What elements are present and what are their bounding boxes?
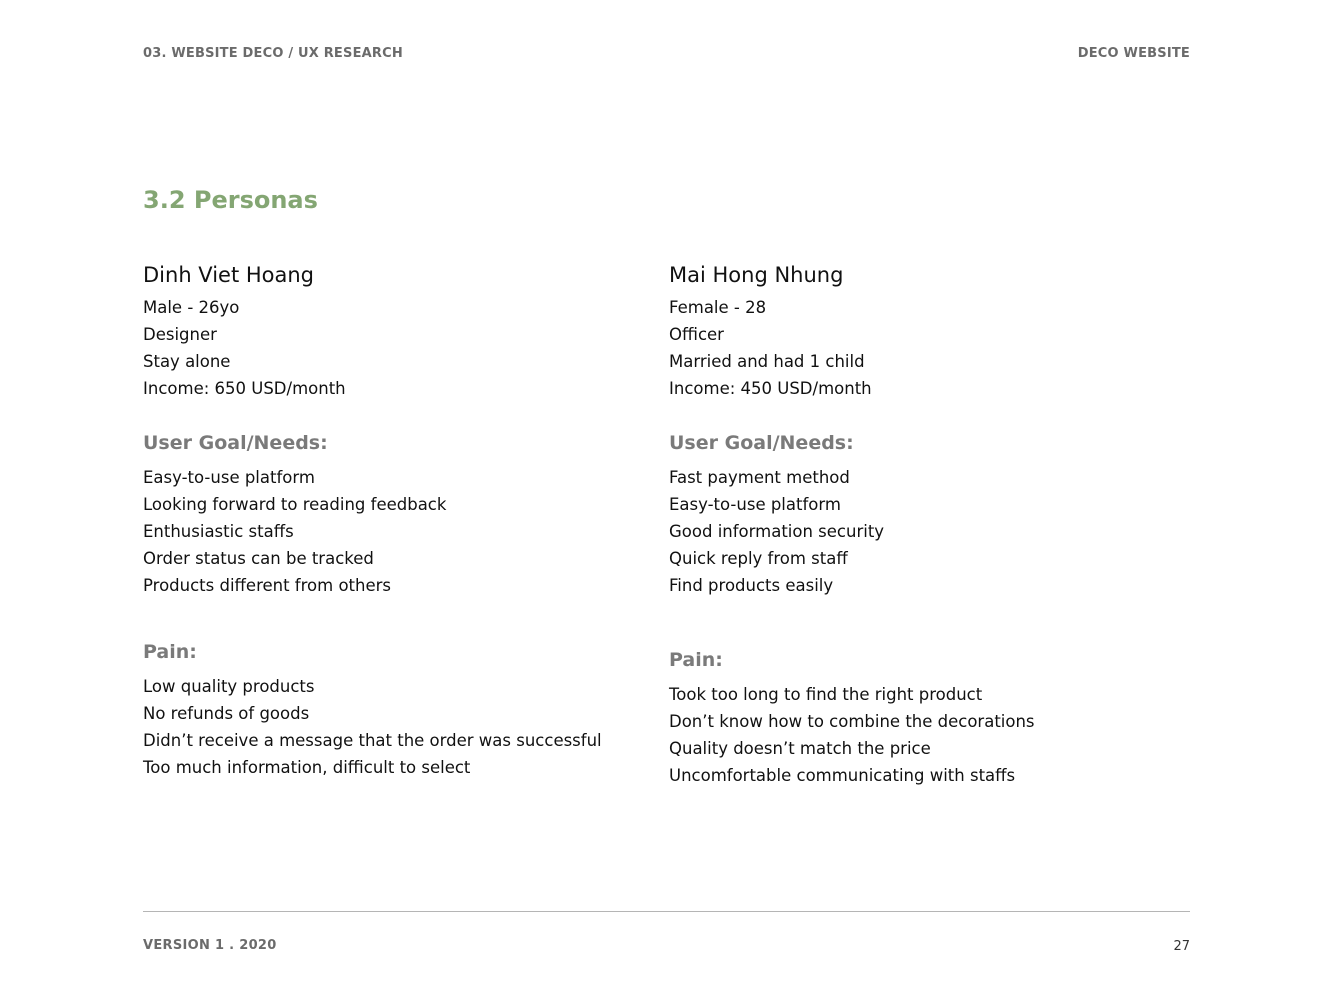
persona-detail: Stay alone [143,352,231,371]
goal-item: Products different from others [143,576,392,595]
persona-name: Mai Hong Nhung [669,263,844,287]
goal-item: Find products easily [669,576,834,595]
goal-item: Easy-to-use platform [669,495,841,514]
goal-item: Quick reply from staff [669,549,848,568]
page-number: 27 [1173,939,1190,954]
goals-block [143,428,446,599]
persona-name: Dinh Viet Hoang [143,263,315,287]
persona-detail: Male - 26yo [143,298,240,317]
goals-heading: User Goal/Needs: [143,432,328,454]
pain-item: Didn’t receive a message that the order was successful [143,731,602,750]
version-label: VERSION 1 . 2020 [143,938,277,953]
goal-item: Enthusiastic staffs [143,522,294,541]
persona-detail: Income: 650 USD/month [143,379,346,398]
footer-divider [143,911,1190,912]
goal-item: Fast payment method [669,468,850,487]
persona-details [143,294,643,402]
pain-item: Don’t know how to combine the decorations [669,712,1035,731]
goal-item: Easy-to-use platform [143,468,315,487]
goal-item: Order status can be tracked [143,549,374,568]
persona-detail: Designer [143,325,217,344]
pain-item: Uncomfortable communicating with staffs [669,766,1016,785]
persona-details [669,294,1169,402]
persona-detail: Income: 450 USD/month [669,379,872,398]
section-title: 3.2 Personas [143,186,318,214]
persona-detail: Married and had 1 child [669,352,865,371]
persona-card-2 [669,260,1169,785]
persona-detail: Officer [669,325,724,344]
pain-heading: Pain: [669,649,723,671]
pain-block [669,645,1035,789]
document-title-label: DECO WEBSITE [1077,46,1190,61]
pain-heading: Pain: [143,641,197,663]
pain-item: Too much information, difficult to select [143,758,471,777]
pain-item: Quality doesn’t match the price [669,739,931,758]
goals-heading: User Goal/Needs: [669,432,854,454]
goal-item: Looking forward to reading feedback [143,495,447,514]
goals-block [669,428,884,599]
pain-item: Took too long to find the right product [669,685,983,704]
persona-detail: Female - 28 [669,298,767,317]
goal-item: Good information security [669,522,885,541]
document-section-label: 03. WEBSITE DECO / UX RESEARCH [143,46,403,61]
persona-card-1 [143,260,643,777]
pain-block [143,637,602,781]
pain-item: Low quality products [143,677,315,696]
pain-item: No refunds of goods [143,704,310,723]
